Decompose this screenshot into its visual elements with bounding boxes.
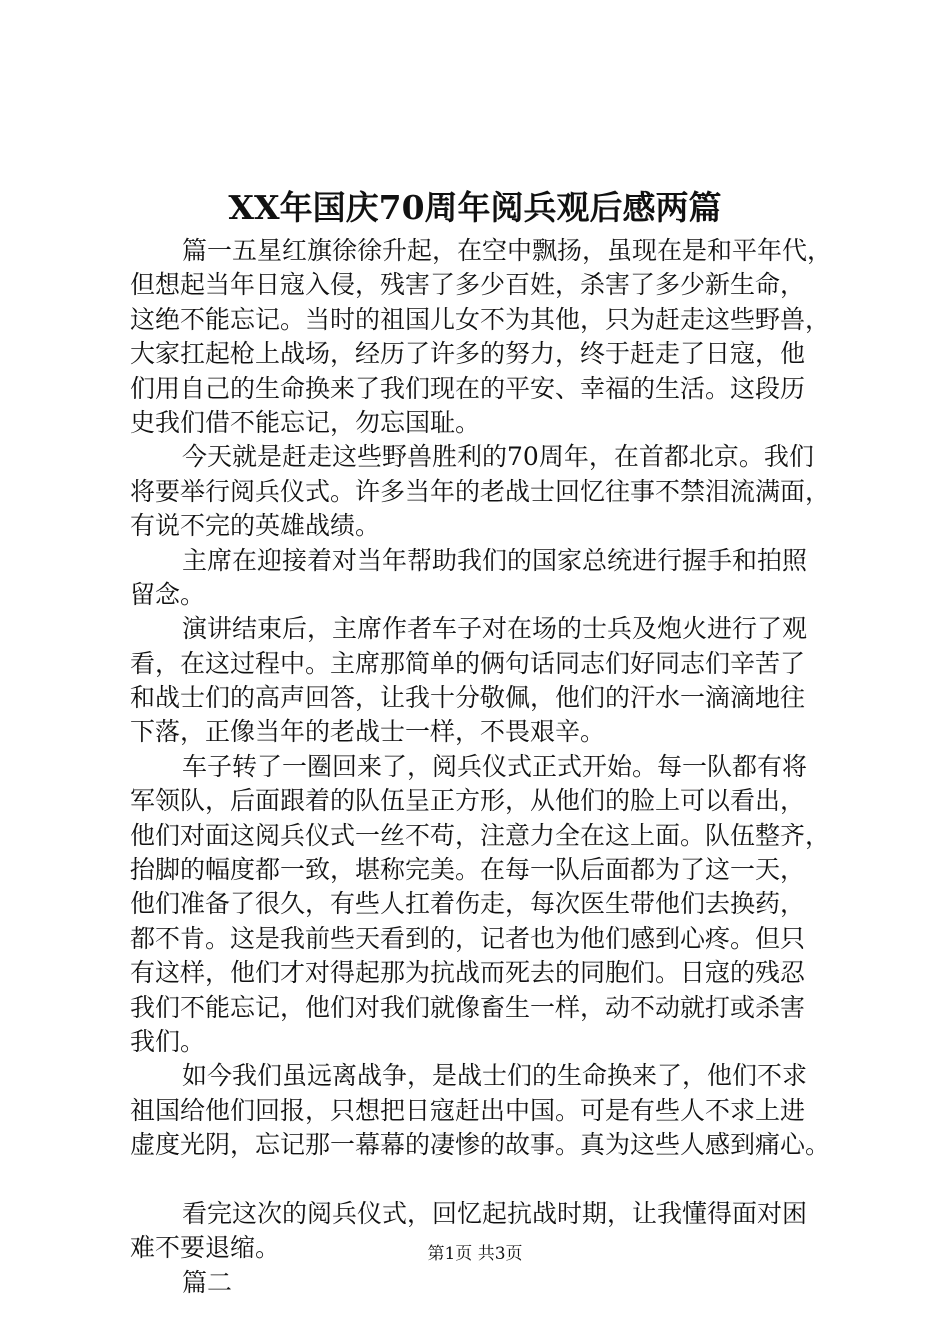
paragraph-line: 如今我们虽远离战争，是战士们的生命换来了，他们不求 (182, 1061, 808, 1091)
paragraph-line: 下落，正像当年的老战士一样，不畏艰辛。 (130, 717, 606, 747)
paragraph-line: 今天就是赶走这些野兽胜利的70周年，在首都北京。我们 (182, 442, 814, 472)
paragraph-line: 军领队，后面跟着的队伍呈正方形，从他们的脸上可以看出， (130, 786, 806, 816)
paragraph-line: 看，在这过程中。主席那简单的俩句话同志们好同志们辛苦了 (130, 648, 806, 678)
paragraph (130, 544, 860, 613)
paragraph-line: 们用自己的生命换来了我们现在的平安、幸福的生活。这段历 (130, 373, 806, 403)
paragraph-line: 我们。 (130, 1026, 206, 1056)
paragraph-line: 我们不能忘记，他们对我们就像畜生一样，动不动就打或杀害 (130, 992, 806, 1022)
paragraph (130, 440, 860, 543)
paragraph-line: 祖国给他们回报，只想把日寇赶出中国。可是有些人不求上进 (130, 1095, 806, 1125)
paragraph-line: 车子转了一圈回来了，阅兵仪式正式开始。每一队都有将 (182, 751, 808, 781)
paragraph (130, 612, 860, 750)
paragraph-line: 虚度光阴，忘记那一幕幕的凄惨的故事。真为这些人感到痛心。 (130, 1130, 831, 1160)
paragraph-line: 篇二 (182, 1267, 233, 1297)
paragraph-line: 他们准备了很久，有些人扛着伤走，每次医生带他们去换药， (130, 889, 806, 919)
paragraph-line: 演讲结束后，主席作者车子对在场的士兵及炮火进行了观 (182, 614, 808, 644)
paragraph-line: 大家扛起枪上战场，经历了许多的努力，终于赶走了日寇，他 (130, 339, 806, 369)
paragraph-line: 抬脚的幅度都一致，堪称完美。在每一队后面都为了这一天， (130, 855, 806, 885)
paragraph-line: 看完这次的阅兵仪式，回忆起抗战时期，让我懂得面对困 (182, 1198, 808, 1228)
paragraph-line: 这绝不能忘记。当时的祖国儿女不为其他，只为赶走这些野兽， (130, 304, 831, 334)
paragraph-line: 他们对面这阅兵仪式一丝不苟，注意力全在这上面。队伍整齐， (130, 820, 831, 850)
paragraph-line: 史我们借不能忘记，勿忘国耻。 (130, 407, 481, 437)
paragraph-line: 难不要退缩。 (130, 1233, 281, 1263)
paragraph-line: 有说不完的英雄战绩。 (130, 511, 381, 541)
paragraph-line: 都不肯。这是我前些天看到的，记者也为他们感到心疼。但只 (130, 923, 806, 953)
page-footer: 第1页 共3页 (427, 1244, 523, 1264)
paragraph (130, 750, 860, 1060)
document-body (130, 234, 860, 1300)
paragraph (130, 234, 860, 440)
paragraph-line: 将要举行阅兵仪式。许多当年的老战士回忆往事不禁泪流满面， (130, 476, 831, 506)
paragraph (130, 1059, 860, 1162)
document-title: XX年国庆70周年阅兵观后感两篇 (228, 188, 722, 227)
paragraph-line: 但想起当年日寇入侵，残害了多少百姓，杀害了多少新生命， (130, 270, 806, 300)
paragraph-line: 和战士们的高声回答，让我十分敬佩，他们的汗水一滴滴地往 (130, 683, 806, 713)
paragraph-line: 留念。 (130, 579, 206, 609)
paragraph-line: 有这样，他们才对得起那为抗战而死去的同胞们。日寇的残忍 (130, 958, 806, 988)
paragraph-line: 主席在迎接着对当年帮助我们的国家总统进行握手和拍照 (182, 545, 808, 575)
section-heading (130, 1266, 860, 1300)
paragraph-gap (130, 1163, 860, 1197)
paragraph-line: 篇一五星红旗徐徐升起，在空中飘扬，虽现在是和平年代， (182, 236, 833, 265)
